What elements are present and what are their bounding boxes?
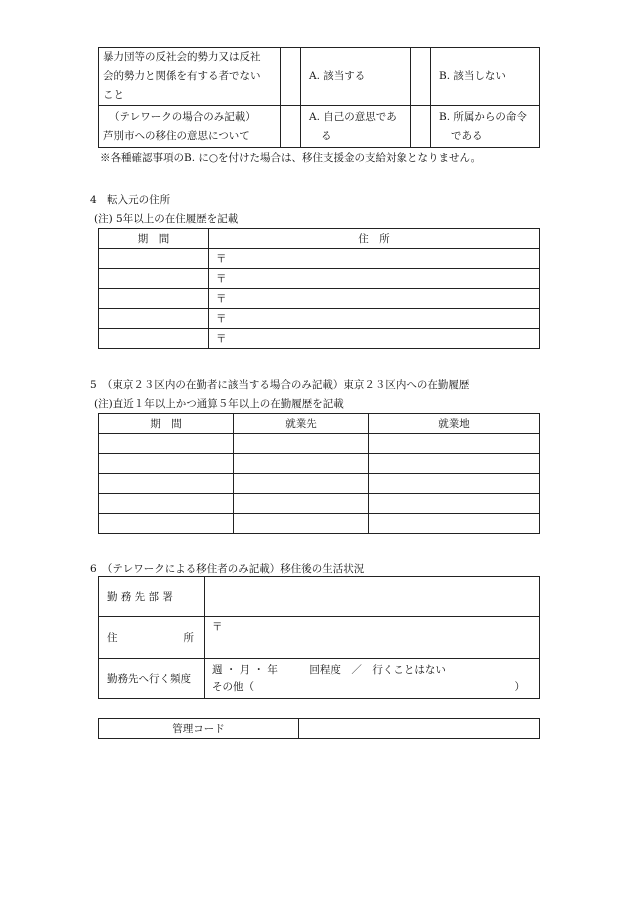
workplace-cell[interactable]	[369, 434, 540, 454]
mark-cell-b[interactable]	[411, 48, 431, 106]
period-header: 期 間	[99, 414, 234, 434]
option-b: B. 該当しない	[431, 48, 540, 106]
period-cell[interactable]	[99, 514, 234, 534]
frequency-label: 勤務先へ行く頻度	[99, 659, 205, 699]
address-row	[99, 617, 540, 659]
dept-field[interactable]	[205, 577, 540, 617]
confirmation-table	[98, 47, 540, 148]
address-header: 住 所	[209, 229, 540, 249]
frequency-field[interactable]	[205, 659, 540, 699]
option-b: B. 所属からの命令 である	[431, 106, 540, 148]
work-history-table	[98, 413, 540, 534]
table-row	[99, 249, 540, 269]
period-cell[interactable]	[99, 454, 234, 474]
section5-note: (注)直近１年以上かつ通算５年以上の在勤履歴を記載	[94, 398, 344, 410]
frequency-choices: 週 ・ 月 ・ 年 回程度 ／ 行くことはない	[212, 663, 446, 676]
period-cell[interactable]	[99, 249, 209, 269]
management-code-label: 管理コード	[99, 719, 299, 739]
address-cell[interactable]: 〒	[209, 249, 540, 269]
period-header: 期 間	[99, 229, 209, 249]
table-row	[99, 434, 540, 454]
workplace-cell[interactable]	[369, 494, 540, 514]
address-cell[interactable]: 〒	[209, 309, 540, 329]
confirm-question: 暴力団等の反社会的勢力又は反社 会的勢力と関係を有する者でない こと	[99, 48, 281, 106]
section5-title: 5 （東京２３区内の在勤者に該当する場合のみ記載）東京２３区内への在勤履歴	[90, 379, 470, 391]
period-cell[interactable]	[99, 289, 209, 309]
period-cell[interactable]	[99, 494, 234, 514]
address-history-table	[98, 228, 540, 349]
confirm-question: （テレワークの場合のみ記載） 芦別市への移住の意思について	[99, 106, 281, 148]
table-row	[99, 289, 540, 309]
mark-cell-b[interactable]	[411, 106, 431, 148]
workplace-header: 就業地	[369, 414, 540, 434]
employer-header: 就業先	[234, 414, 369, 434]
employer-cell[interactable]	[234, 514, 369, 534]
table-row	[99, 454, 540, 474]
workplace-cell[interactable]	[369, 514, 540, 534]
mark-cell-a[interactable]	[281, 48, 301, 106]
life-status-table	[98, 576, 540, 699]
table-row	[99, 309, 540, 329]
management-code-field[interactable]	[299, 719, 540, 739]
address-cell[interactable]: 〒	[209, 289, 540, 309]
table-row	[99, 329, 540, 349]
mark-cell-a[interactable]	[281, 106, 301, 148]
section4-note: (注) 5年以上の在住履歴を記載	[94, 213, 239, 225]
period-cell[interactable]	[99, 329, 209, 349]
option-a: A. 該当する	[301, 48, 411, 106]
workplace-cell[interactable]	[369, 474, 540, 494]
management-code-table	[98, 718, 540, 739]
employer-cell[interactable]	[234, 474, 369, 494]
confirm-note: ※各種確認事項のB. に○を付けた場合は、移住支援金の支給対象となりません。	[100, 152, 482, 164]
period-cell[interactable]	[99, 474, 234, 494]
frequency-row	[99, 659, 540, 699]
section6-title: 6 （テレワークによる移住者のみ記載）移住後の生活状況	[90, 563, 365, 575]
address-cell[interactable]: 〒	[209, 329, 540, 349]
table-row	[99, 474, 540, 494]
employer-cell[interactable]	[234, 434, 369, 454]
section4-title: 4 転入元の住所	[90, 194, 171, 206]
employer-cell[interactable]	[234, 494, 369, 514]
period-cell[interactable]	[99, 269, 209, 289]
option-a: A. 自己の意思であ る	[301, 106, 411, 148]
workplace-cell[interactable]	[369, 454, 540, 474]
period-cell[interactable]	[99, 309, 209, 329]
address-cell[interactable]: 〒	[209, 269, 540, 289]
confirm-row-intention	[99, 106, 540, 148]
address-field[interactable]: 〒	[205, 617, 540, 659]
table-row	[99, 494, 540, 514]
dept-label: 勤 務 先 部 署	[99, 577, 205, 617]
confirm-row-antisocial	[99, 48, 540, 106]
address-label: 住 所	[99, 617, 205, 659]
dept-row	[99, 577, 540, 617]
employer-cell[interactable]	[234, 454, 369, 474]
period-cell[interactable]	[99, 434, 234, 454]
table-row	[99, 269, 540, 289]
frequency-other: その他（ ）	[212, 680, 525, 693]
table-row	[99, 514, 540, 534]
table-header-row	[99, 229, 540, 249]
table-header-row	[99, 414, 540, 434]
